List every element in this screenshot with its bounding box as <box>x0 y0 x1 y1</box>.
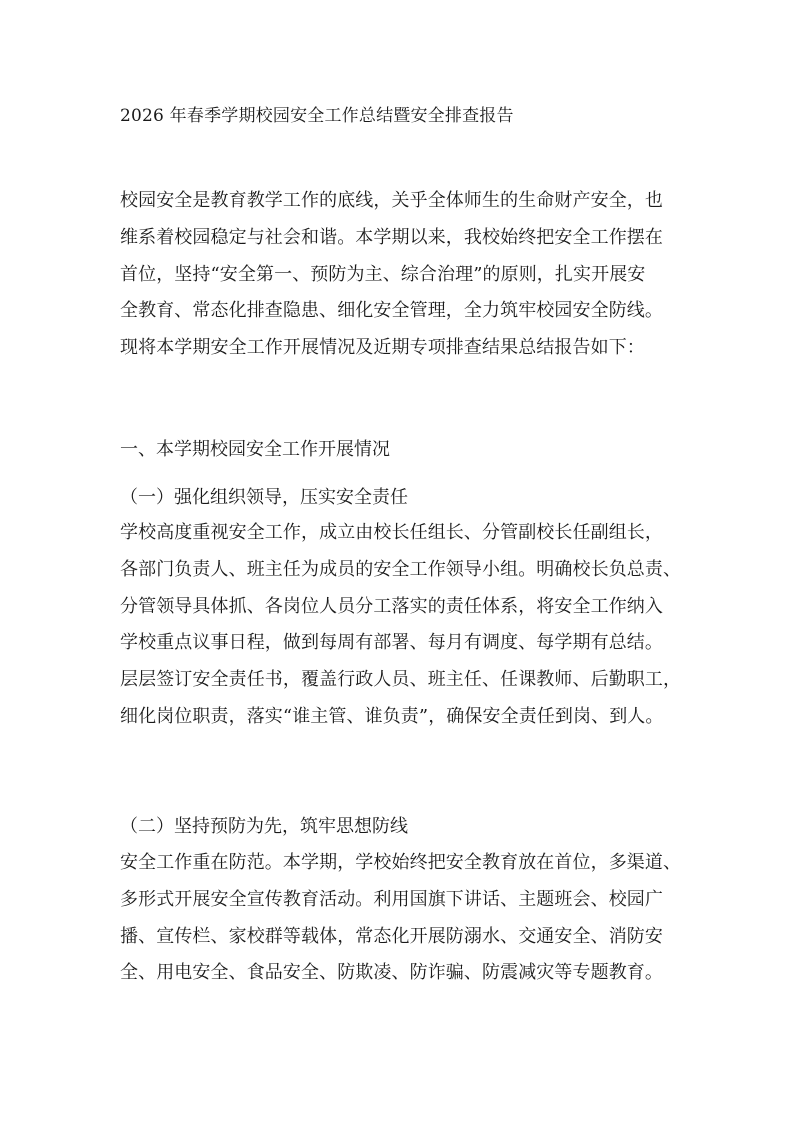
paragraph-line: 学校重点议事日程，做到每周有部署、每月有调度、每学期有总结。 <box>120 632 663 654</box>
paragraph-line: 播、宣传栏、家校群等载体，常态化开展防溺水、交通安全、消防安 <box>120 925 663 947</box>
paragraph-line: 分管领导具体抓、各岗位人员分工落实的责任体系，将安全工作纳入 <box>120 595 663 617</box>
paragraph-line: 层层签订安全责任书，覆盖行政人员、班主任、任课教师、后勤职工， <box>120 669 682 691</box>
section-1-heading: 一、本学期校园安全工作开展情况 <box>120 439 390 460</box>
subsection-2-paragraph <box>120 845 680 992</box>
paragraph-line: 多形式开展安全宣传教育活动。利用国旗下讲话、主题班会、校园广 <box>120 888 663 910</box>
intro-paragraph <box>120 183 680 367</box>
paragraph-line: 安全工作重在防范。本学期，学校始终把安全教育放在首位，多渠道、 <box>120 852 682 873</box>
intro-line: 现将本学期安全工作开展情况及近期专项排查结果总结报告如下： <box>120 337 645 359</box>
subsection-heading <box>120 480 680 517</box>
intro-line: 维系着校园稳定与社会和谐。本学期以来，我校始终把安全工作摆在 <box>120 226 663 248</box>
document-title: 2026 年春季学期校园安全工作总结暨安全排查报告 <box>120 106 514 126</box>
subsection-1-heading: （一）强化组织领导，压实安全责任 <box>120 487 408 508</box>
subsection-heading <box>120 809 680 846</box>
paragraph-line: 全、用电安全、食品安全、防欺凌、防诈骗、防震减灾等专题教育。 <box>120 962 663 984</box>
subsection-2-heading: （二）坚持预防为先，筑牢思想防线 <box>120 816 408 837</box>
paragraph-line: 细化岗位职责，落实“谁主管、谁负责”，确保安全责任到岗、到人。 <box>120 705 664 727</box>
section-heading <box>120 432 680 469</box>
paragraph-line: 各部门负责人、班主任为成员的安全工作领导小组。明确校长负总责、 <box>120 558 682 580</box>
intro-line: 首位，坚持“安全第一、预防为主、综合治理”的原则，扎实开展安 <box>120 263 646 285</box>
intro-line: 全教育、常态化排查隐患、细化安全管理，全力筑牢校园安全防线。 <box>120 300 663 322</box>
paragraph-line: 学校高度重视安全工作，成立由校长任组长、分管副校长任副组长， <box>120 522 663 543</box>
subsection-1-paragraph <box>120 515 680 736</box>
intro-line: 校园安全是教育教学工作的底线，关乎全体师生的生命财产安全，也 <box>120 190 663 211</box>
